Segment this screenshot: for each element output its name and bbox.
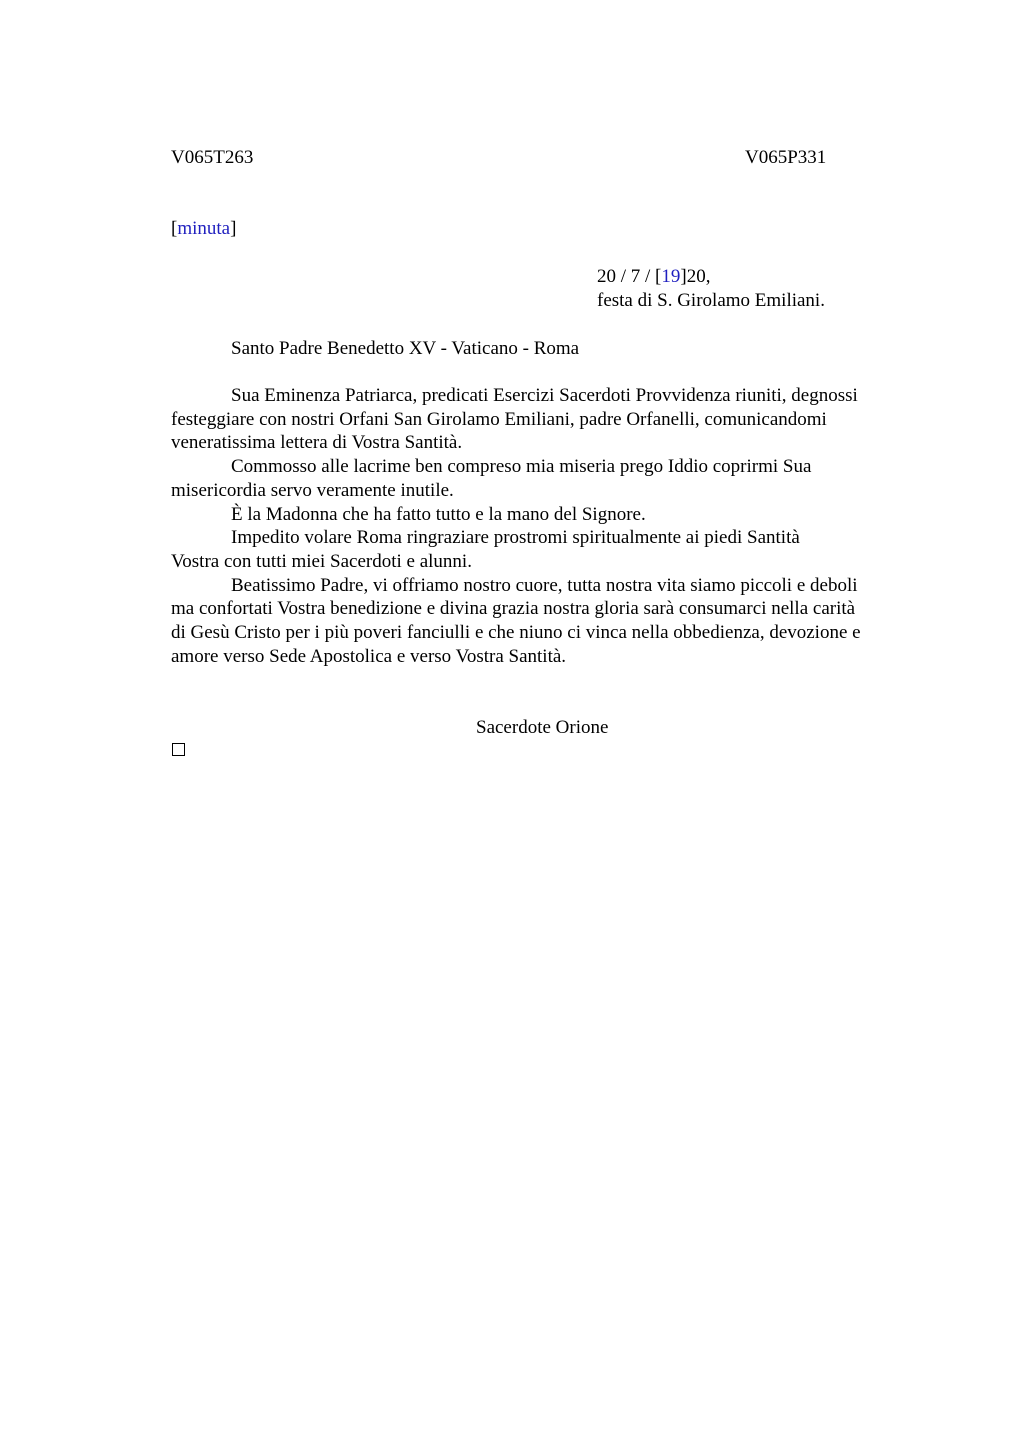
date-line [597,265,825,289]
paragraph [171,503,926,527]
paragraph-line: Beatissimo Padre, vi offriamo nostro cuore, tutta nostra vita siamo piccoli e deboli [231,574,858,596]
document-code-left: V065T263 [171,147,254,168]
open-bracket: [ [171,218,178,239]
paragraph-line: amore verso Sede Apostolica e verso Vostra Santità. [171,645,567,667]
date-block [597,265,825,312]
paragraph [171,455,926,502]
date-part-2: ]20, [680,266,711,287]
paragraph-line: Sua Eminenza Patriarca, predicati Esercizi Sacerdoti Provvidenza riuniti, degnossi [231,385,858,406]
date-century: 19 [661,266,681,287]
feast-line: festa di S. Girolamo Emiliani. [597,289,825,311]
date-part-1: 20 / 7 / [ [597,266,662,287]
letter-body [171,384,926,668]
paragraph-line: Commosso alle lacrime ben compreso mia miseria prego Iddio coprirmi Sua [231,456,812,478]
paragraph-line: Impedito volare Roma ringraziare prostromi spiritualmente ai piedi Santità [231,527,800,549]
paragraph-line: misericordia servo veramente inutile. [171,479,454,501]
paragraph-line: festeggiare con nostri Orfani San Girolamo Emiliani, padre Orfanelli, comunicandomi [171,408,827,430]
paragraph-line: di Gesù Cristo per i più poveri fanciulli e che niuno ci vinca nella obbedienza, devozione e [171,622,861,644]
paragraph-line: ma confortati Vostra benedizione e divina grazia nostra gloria sarà consumarci nella carità [171,598,856,620]
paragraph [171,384,926,455]
minuta-label: minuta [177,218,231,239]
addressee: Santo Padre Benedetto XV - Vaticano - Roma [231,338,580,359]
paragraph [171,526,926,573]
paragraph-line: veneratissima lettera di Vostra Santità. [171,432,463,454]
close-bracket: ] [230,218,237,239]
document-code-right: V065P331 [745,147,827,168]
document-type-label [171,217,236,241]
end-marker-box-icon [172,743,185,756]
paragraph [171,574,926,669]
paragraph-line: Vostra con tutti miei Sacerdoti e alunni. [171,550,472,572]
signature: Sacerdote Orione [476,717,609,738]
paragraph-line: È la Madonna che ha fatto tutto e la mano del Signore. [231,503,646,525]
